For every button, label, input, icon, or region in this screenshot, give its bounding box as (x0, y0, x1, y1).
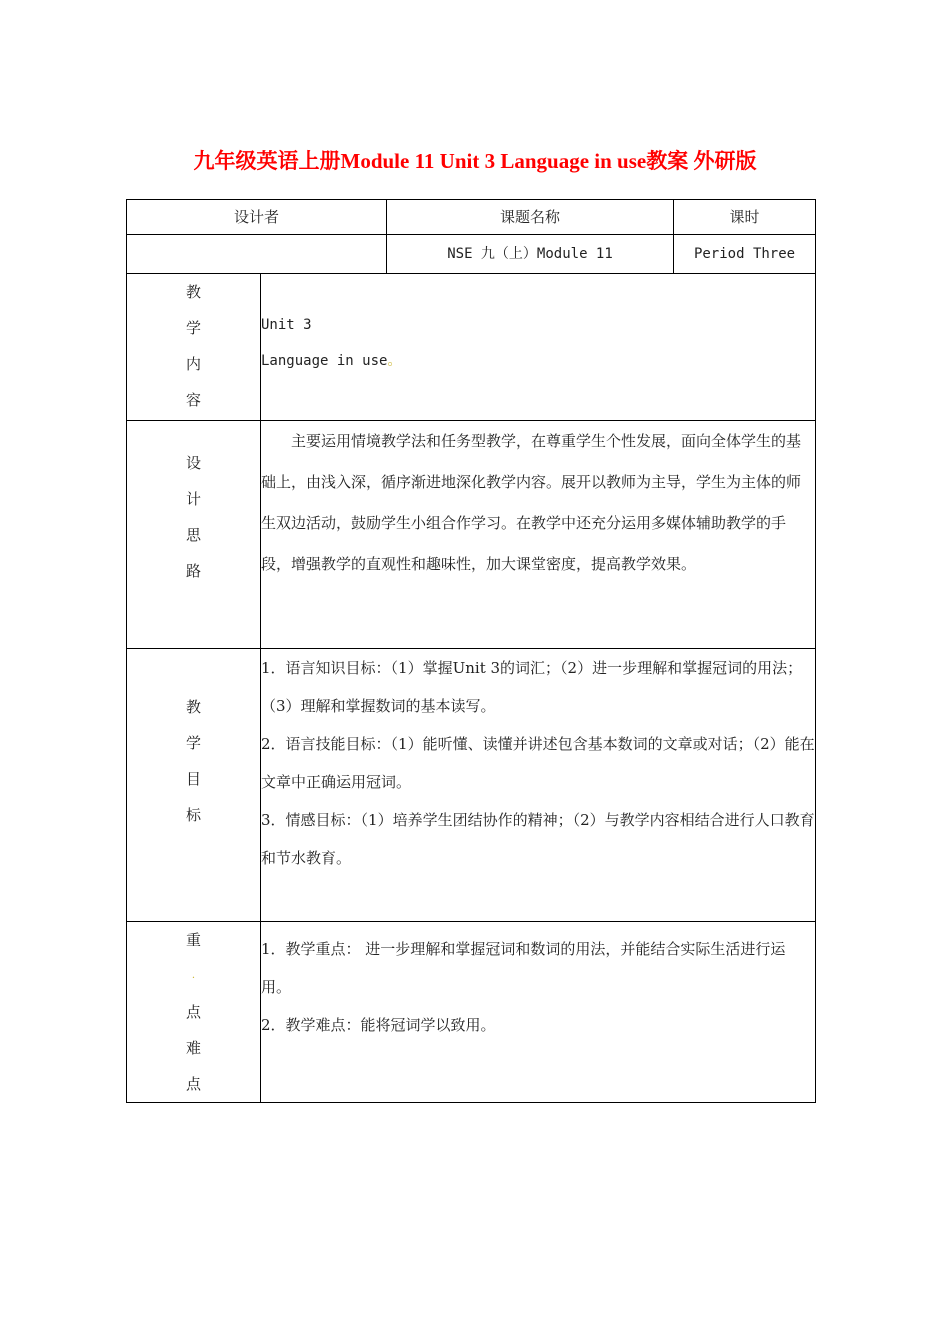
label-char: 容 (185, 391, 201, 409)
key-points-text (261, 922, 816, 1103)
label-char: 教 (185, 698, 201, 716)
topic-header: 课题名称 (387, 200, 674, 235)
goal-item: 3．情感目标：（1）培养学生团结协作的精神；（2）与教学内容相结合进行人口教育和节水教育。 (261, 811, 815, 867)
topic-value: NSE 九（上）Module 11 (387, 235, 674, 274)
goal-item: 2．语言技能目标：（1）能听懂、读懂并讲述包含基本数词的文章或对话；（2）能在文章中正确运用冠词。 (261, 735, 815, 791)
label-char: 标 (185, 806, 201, 824)
content-line-unit: Unit 3 (261, 317, 312, 333)
label-char: 难 (185, 1039, 201, 1057)
info-row (127, 235, 816, 274)
goal-item: 1．语言知识目标：（1）掌握Unit 3的词汇；（2）进一步理解和掌握冠词的用法；（3）理解和掌握数词的基本读写。 (261, 659, 803, 715)
goals-text (261, 649, 816, 922)
design-text (261, 421, 816, 649)
label-char: 点 (185, 1075, 201, 1093)
design-row (127, 421, 816, 649)
key-points-label (127, 922, 261, 1103)
design-paragraph-part2: 学的直观性和趣味性，加大课堂密度，提高教学效果。 (336, 555, 697, 573)
design-paragraph (261, 421, 815, 585)
goals-label (127, 649, 261, 922)
label-char: 学 (185, 734, 201, 752)
label-char: 目 (185, 770, 201, 788)
designer-header: 设计者 (127, 200, 387, 235)
label-char: 路 (185, 562, 201, 580)
key-point-item: 1．教学重点： 进一步理解和掌握冠词和数词的用法，并能结合实际生活进行运用。 (261, 940, 786, 996)
label-char: 设 (185, 454, 201, 472)
goals-row (127, 649, 816, 922)
label-char: 教 (185, 283, 201, 301)
label-char: 重 . (127, 922, 260, 994)
page-title: 九年级英语上册Module 11 Unit 3 Language in use教案 外研版 (193, 149, 757, 173)
label-char: 思 (185, 526, 201, 544)
content-text (261, 274, 816, 421)
header-row (127, 200, 816, 235)
content-row (127, 274, 816, 421)
design-paragraph-part1: 主要运用情境教学法和任务型教学，在尊重学生个性发展，面向全体学生的基础上，由浅入深，循序渐进地深化教学内容。展开以教师为主导，学生为主体的师生双边活动，鼓励学生小组合作学习。在教学中还充分运用多媒体辅助教学的手段，增强教 (261, 432, 802, 573)
lesson-plan-table (126, 199, 816, 1103)
content-line-topic-text: Language in use (261, 353, 388, 369)
designer-value (127, 235, 387, 274)
label-char-text: 重 (185, 931, 201, 949)
period-value: Period Three (674, 235, 816, 274)
label-char: 计 (185, 490, 201, 508)
period-header: 课时 (674, 200, 816, 235)
stray-mark: 。 (387, 353, 402, 369)
key-point-item: 2．教学难点：能将冠词学以致用。 (261, 1016, 496, 1034)
content-line-topic (261, 343, 815, 379)
design-label (127, 421, 261, 649)
label-char: 内 (185, 355, 201, 373)
key-points-row (127, 922, 816, 1103)
content-label (127, 274, 261, 421)
label-char: 学 (185, 319, 201, 337)
label-char: 点 (185, 1003, 201, 1021)
